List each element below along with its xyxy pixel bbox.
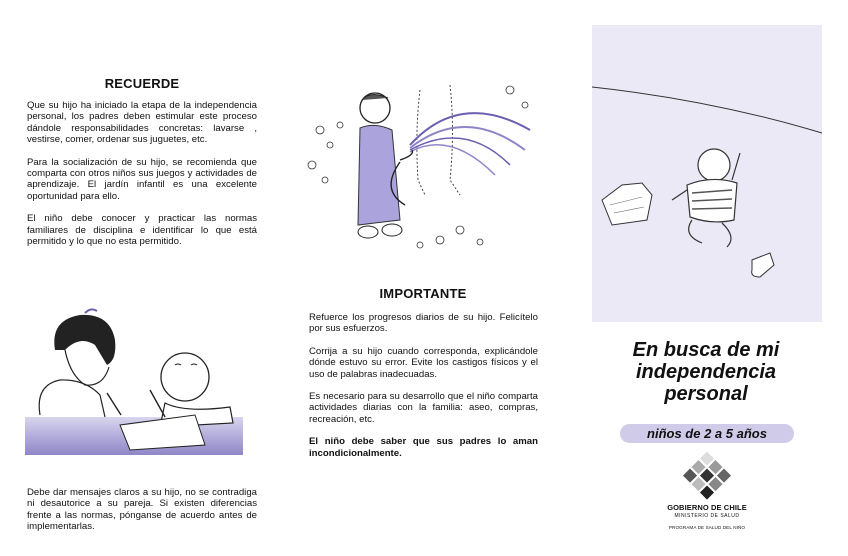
child-watering-illustration	[300, 70, 550, 260]
importante-paragraph-2: Corrija a su hijo cuando corresponda, explicándole dónde estuvo su error. Evite los castigos físicos y el uso de palabras inadecuadas.	[309, 345, 538, 380]
importante-closing: El niño debe saber que sus padres lo aman incondicionalmente.	[309, 436, 538, 459]
recuerde-paragraph-1: Que su hijo ha iniciado la etapa de la independencia personal, los padres deben estimular este proceso dándole responsabilidades concretas: lavarse , vestirse, comer, ordenar sus juguetes, etc.	[27, 100, 257, 146]
cover-illustration-panel	[592, 25, 822, 322]
cover-title-line-2: independencia	[635, 361, 777, 383]
logo-gobierno-text: GOBIERNO DE CHILE	[667, 503, 747, 512]
importante-heading: IMPORTANTE	[379, 286, 467, 301]
children-drawing-illustration	[25, 305, 245, 455]
program-label: PROGRAMA DE SALUD DEL NIÑO	[668, 525, 746, 530]
recuerde-text-block	[27, 100, 257, 247]
importante-text-block	[309, 312, 538, 459]
recuerde-paragraph-3: El niño debe conocer y practicar las normas familiares de disciplina e identificar lo que está permitido y lo que no esta permitido.	[27, 213, 257, 248]
age-range-badge: niños de 2 a 5 años	[620, 424, 794, 443]
cover-title	[606, 339, 806, 405]
bottom-left-paragraph: Debe dar mensajes claros a su hijo, no se contradiga ni desautorice a su pareja. Si existen diferencias frente a las normas, pónganse de acuerdo antes de implementarlas.	[27, 487, 257, 533]
cover-title-line-1: En busca de mi	[632, 339, 780, 361]
recuerde-paragraph-2: Para la socialización de su hijo, se recomienda que comparta con otros niños sus juegos y actividades de aprendizaje. El jardín infantil es una excelente oportunidad para ello.	[27, 156, 257, 202]
importante-paragraph-3: Es necesario para su desarrollo que el niño comparta actividades diarias con la familia: aseo, compras, recreación, etc.	[309, 391, 538, 425]
recuerde-heading: RECUERDE	[104, 76, 180, 91]
government-logo-icon	[680, 452, 734, 502]
cover-title-line-3: personal	[664, 383, 748, 405]
logo-ministerio-text: MINISTERIO DE SALUD	[674, 513, 740, 519]
importante-paragraph-1: Refuerce los progresos diarios de su hijo. Felicítelo por sus esfuerzos.	[309, 312, 538, 335]
